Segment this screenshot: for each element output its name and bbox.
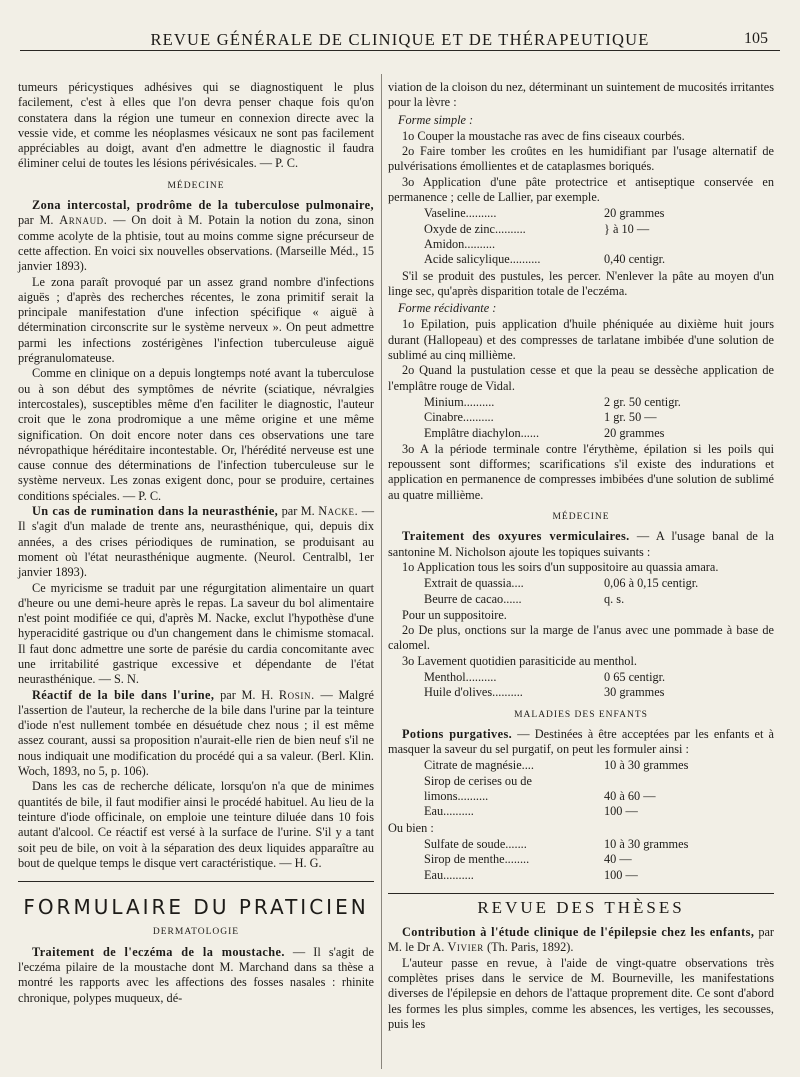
article-bile [18, 688, 374, 780]
ingredient: Citrate de magnésie.... [424, 758, 534, 773]
ingredient: Extrait de quassia.... [424, 576, 524, 591]
revue-theses-title: REVUE DES THÈSES [477, 897, 685, 917]
article-epilepsie [388, 925, 774, 956]
author-name: Vivier [447, 940, 484, 955]
list-item: 3o A la période terminale contre l'érythème, épilation si les poils qui repoussent sont difformes; scarifications s'il existe des indurations et application en permanence de compresses imbibées d'une solution de sublimé au quatre millième. [388, 441, 774, 502]
quantity: 10 à 30 grammes [604, 836, 689, 851]
formula-lallier [424, 206, 774, 267]
paragraph: L'auteur passe en revue, à l'aide de vingt-quatre observations très complètes prises dans le service de M. Bourneville, les manifestations diverses de l'épilepsie en dehors de l'attaque proprement dite. Ce sont d'abord les formes les plus simples, comme les absences, les vertiges, les secousses, puis les [388, 955, 774, 1031]
formulaire-title: FORMULAIRE DU PRATICIEN [23, 895, 369, 920]
running-head [20, 28, 780, 51]
ingredient: Menthol.......... [424, 669, 497, 684]
intro-paragraph: tumeurs péricystiques adhésives qui se diagnostiquent le plus facilement, c'est à elles que l'on devra penser chaque fois qu'on constatera dans la région une tumeur en connexion directe avec la vessie vide, et comme les néoplasmes vésicaux ne sont pas facilement appréciables au doigt, avant d'en admettre le diagnostic il faudra éliminer celui de toutes les lésions périvésicales. — P. C. [18, 80, 374, 171]
paragraph: Ou bien : [388, 820, 434, 835]
ingredient: Sirop de cerises ou de [424, 773, 532, 788]
quantity: 0,40 centigr. [604, 252, 666, 267]
formula-magnesie [424, 758, 774, 819]
section-heading-dermatologie: DERMATOLOGIE [152, 927, 240, 938]
list-item: 3o Lavement quotidien parasiticide au menthol. [402, 653, 637, 668]
running-title: REVUE GÉNÉRALE DE CLINIQUE ET DE THÉRAPEUTIQUE [150, 30, 650, 49]
paragraph: Le zona paraît provoqué par un assez grand nombre d'infections aiguës ; d'après des recherches récentes, le zona primitif serait la principale manifestation d'une infection spécifique « aiguë à détermination circonscrite sur le système nerveux ». On peut admettre parmi les infections zostérigènes l'infection tuberculeuse aiguë prégranulomateuse. [18, 274, 374, 366]
ingredient: Cinabre.......... [424, 410, 494, 425]
formula-row [424, 685, 774, 700]
formula-row [424, 592, 774, 607]
ingredient: Emplâtre diachylon...... [424, 425, 540, 440]
article-text: — Il s'agit d'un malade de trente ans, neurasthénique, qui, depuis dix années, a des crises périodiques de rumination, se produisant au moment où l'état neurasthénique augmente. (Neurol. Centralbl, 1er janvier 1893). [18, 504, 374, 580]
article-title: Un cas de rumination dans la neurasthénie, [32, 504, 279, 519]
article-title: Traitement de l'eczéma de la moustache. [32, 944, 285, 959]
ingredient: Sulfate de soude....... [424, 836, 527, 851]
formula-row [424, 670, 774, 685]
article-title: Contribution à l'étude clinique de l'épilepsie chez les enfants, [402, 925, 755, 940]
ingredient: Oxyde de zinc.......... [424, 221, 526, 236]
quantity: q. s. [604, 591, 625, 606]
quantity: 100 — [604, 804, 638, 819]
formula-menthol [424, 670, 774, 701]
paragraph: Pour un suppositoire. [402, 607, 507, 622]
formula-row [424, 206, 774, 221]
list-item: 1o Application tous les soirs d'un suppositoire au quassia amara. [402, 559, 719, 574]
article-potions [388, 727, 774, 758]
formula-row [424, 868, 774, 883]
section-heading-medecine: MÉDECINE [167, 180, 225, 191]
formula-row [424, 758, 774, 773]
formula-soude [424, 837, 774, 883]
list-item: 3o Application d'une pâte protectrice et antiseptique conservée en permanence ; celle de Lallier, par exemple. [388, 174, 774, 205]
article-eczema [18, 945, 374, 1006]
section-heading-enfants: MALADIES DES ENFANTS [514, 709, 648, 720]
author-prefix: par M. [281, 504, 315, 519]
ingredient: Eau.......... [424, 804, 474, 819]
formula-row [424, 789, 774, 804]
quantity: 100 — [604, 867, 638, 882]
list-item: 2o Faire tomber les croûtes en les humidifiant par l'usage alternatif de pulvérisations émollientes et de cataplasmes boriqués. [388, 144, 774, 174]
quantity: 20 grammes [604, 425, 665, 440]
article-title: Réactif de la bile dans l'urine, [32, 687, 215, 702]
left-column [18, 80, 374, 1006]
article-rumination [18, 504, 374, 580]
quantity: 20 grammes [604, 206, 665, 221]
quantity: 30 grammes [604, 685, 665, 700]
ingredient: Vaseline.......... [424, 206, 497, 221]
ingredient: Sirop de menthe........ [424, 852, 530, 867]
quantity: 1 gr. 50 — [604, 410, 657, 425]
quantity: 10 à 30 grammes [604, 758, 689, 773]
article-oxyures [388, 529, 774, 560]
list-item: 2o Quand la pustulation cesse et que la peau se dessèche application de l'emplâtre rouge de Vidal. [388, 363, 774, 393]
subheading-forme-simple: Forme simple : [398, 112, 474, 127]
formula-vidal [424, 395, 774, 441]
ingredient: Huile d'olives.......... [424, 685, 523, 700]
list-item: 1o Epilation, puis application d'huile phéniquée au dixième huit jours durant (Hallopeau) et des compresses de tarlatane imbibée d'une solution de sublimé au cinq millième. [388, 317, 774, 363]
divider-rule [18, 881, 374, 882]
ingredient: Minium.......... [424, 394, 495, 409]
formula-row [424, 237, 774, 252]
author-prefix: par M. H. [220, 687, 274, 702]
quantity: 40 à 60 — [604, 789, 656, 804]
article-zona [18, 198, 374, 274]
formula-quassia [424, 576, 774, 607]
ingredient: Acide salicylique.......... [424, 252, 541, 267]
paragraph: S'il se produit des pustules, les percer. N'enlever la pâte au moyen d'un linge sec, qu'après disparition totale de l'eczéma. [388, 268, 774, 298]
formula-row [424, 837, 774, 852]
ingredient: Eau.......... [424, 867, 474, 882]
formula-row [424, 426, 774, 441]
author-name: Rosin. [278, 687, 315, 702]
quantity: 40 — [604, 852, 632, 867]
article-text: — Destinées à être acceptées par les enfants et à masquer la saveur du sel purgatif, on peut les formuler ainsi : [388, 726, 775, 757]
article-title: Zona intercostal, prodrôme de la tuberculose pulmonaire, [32, 198, 374, 213]
author-name: Arnaud. [59, 213, 108, 228]
paragraph: viation de la cloison du nez, déterminant un suintement de mucosités irritantes pour la lèvre : [388, 80, 774, 110]
author-prefix: par M. [18, 213, 54, 228]
divider-rule [388, 893, 774, 894]
quantity: 2 gr. 50 centigr. [604, 394, 681, 409]
formula-row [424, 852, 774, 867]
ingredient: Amidon.......... [424, 236, 496, 251]
ingredient: Beurre de cacao...... [424, 591, 522, 606]
formula-row [424, 395, 774, 410]
article-text: — On doit à M. Potain la notion du zona, sinon comme acolyte de la phtisie, tout au moins comme signe précurseur de cette affection. En voici six nouvelles observations. (Marseille Méd., 15 janvier 1893). [18, 213, 375, 274]
author-name: Nacke. [318, 504, 359, 519]
column-divider [381, 74, 382, 1069]
page-number: 105 [744, 30, 768, 47]
right-column [388, 80, 774, 1032]
ingredient: limons.......... [424, 789, 489, 804]
subheading-forme-recidivante: Forme récidivante : [398, 301, 497, 316]
list-item: 1o Couper la moustache ras avec de fins ciseaux courbés. [402, 128, 685, 143]
article-title: Potions purgatives. [402, 726, 513, 741]
article-text: — A l'usage banal de la santonine M. Nicholson ajoute les topiques suivants : [388, 529, 774, 559]
formula-row [424, 576, 774, 591]
article-text: — Il s'agit de l'eczéma pilaire de la moustache dont M. Marchand dans sa thèse a montré les rapports avec les affections des fosses nasales : rhinite chronique, polypes muqueux, dé- [18, 944, 375, 1005]
author-prefix: par M. le Dr A. [388, 925, 775, 955]
formula-row [424, 804, 774, 819]
quantity: 0,06 à 0,15 centigr. [604, 576, 699, 591]
quantity: 0 65 centigr. [604, 669, 666, 684]
formula-row [424, 410, 774, 425]
quantity: } à 10 — [604, 221, 650, 236]
reference: (Th. Paris, 1892). [487, 940, 574, 955]
paragraph: Dans les cas de recherche délicate, lorsqu'on n'a que de minimes quantités de bile, il faut modifier ainsi le procédé habituel. Au lieu de la teinture d'iode officinale, on emploie une teinture diluée dans 10 fois autant d'alcool. Ce réactif est versé à la surface de l'urine. S'il y a tant soit peu de bile, on voit à la séparation des deux liquides apparaître au bout de quelque temps le disque vert caractéristique. — H. G. [18, 779, 374, 870]
paragraph: Comme en clinique on a depuis longtemps noté avant la tuberculose ou à son début des symptômes de névrite (sciatique, névralgies intercostales), susceptibles même d'en faciliter le diagnostic, l'auteur croit que le zona prodromique a une même origine et une même signification. On doit encore noter dans ces observations une tare névropathique héréditaire incontestable. Or, l'hérédité nerveuse est une cause connue des déterminations de l'infection tuberculeuse sur le système nerveux. Les zonas exigent donc, pour se produire, certaines conditions spéciales. — P. C. [18, 366, 374, 503]
article-title: Traitement des oxyures vermiculaires. [402, 529, 630, 544]
paragraph: Ce myricisme se traduit par une régurgitation alimentaire un quart d'heure ou une demi-heure après le repas. La saveur du bol alimentaire n'est point modifiée ce qui, d'après M. Nacke, exclut l'hypothèse d'une hyperacidité gastrique ou d'un changement dans le chimisme stomacal. Il faut donc admettre une sorte de parésie du cardia concomitante avec une irritabilité gastrique excessive et dépendante de l'état neurasthénique. — S. N. [18, 580, 374, 687]
formula-row [424, 252, 774, 267]
formula-row [424, 774, 774, 789]
article-text: — Malgré l'assertion de l'auteur, la recherche de la bile dans l'urine par la teinture d'iode n'est nullement tombée en désuétude chez nous ; il est même assez courant, aussi sa proposition n'aurait-elle rien de bien neuf s'il ne nous indiquait une modification du procédé qui a sa valeur. (Berl. Klin. Woch, 1893, no 5, p. 106). [18, 687, 374, 779]
section-heading-medecine: MÉDECINE [552, 512, 610, 523]
formula-row [424, 222, 774, 237]
list-item: 2o De plus, onctions sur la marge de l'anus avec une pommade à base de calomel. [388, 623, 774, 653]
